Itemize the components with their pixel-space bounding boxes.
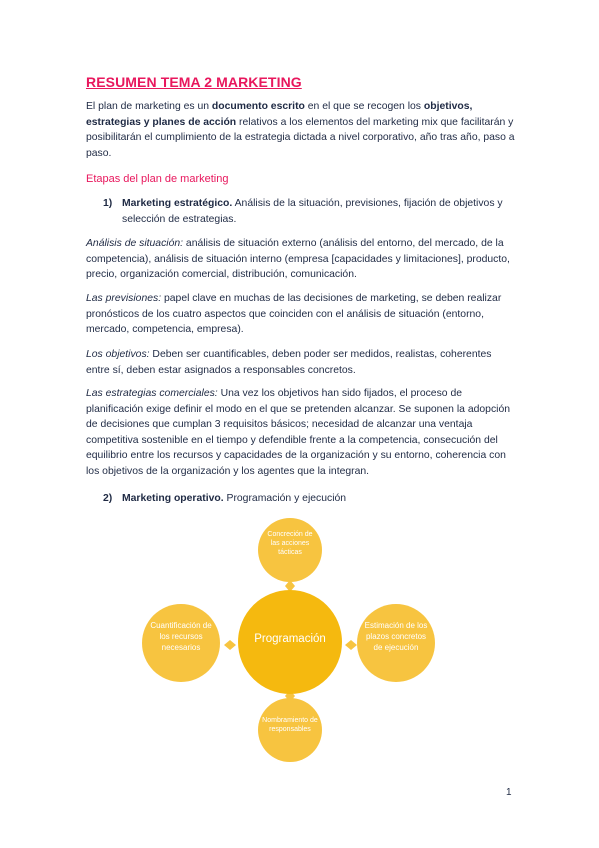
previsiones-text: papel clave en muchas de las decisiones de marketing, se deben realizar pronósticos de los cuatro aspectos que coinciden con el análisis de situación (entorno, mercado, competencia, empresa). bbox=[86, 293, 502, 335]
intro-text-2: en el que se recogen los bbox=[304, 101, 424, 112]
analisis-text: análisis de situación externo (análisis del entorno, del mercado, de la competencia), análisis de situación interno (empresa [capacidades y limitaciones], producto, precio, organización comercial, distribución, comunicación. bbox=[86, 238, 510, 280]
item-number: 2) bbox=[103, 493, 113, 504]
estrategias-label: Las estrategias comerciales: bbox=[86, 388, 218, 399]
objetivos-label: Los objetivos: bbox=[86, 349, 150, 360]
center-label: Programación bbox=[254, 633, 326, 645]
left-label: Cuantificación de los recursos necesarios bbox=[150, 621, 212, 652]
top-label: Concreción de las acciones tácticas bbox=[267, 531, 313, 556]
previsiones-label: Las previsiones: bbox=[86, 293, 162, 304]
page-number: 1 bbox=[506, 787, 512, 798]
intro-bold-1: documento escrito bbox=[211, 101, 305, 112]
item-text: Análisis de la situación, previsiones, fijación de objetivos y selección de estrategias. bbox=[122, 198, 503, 225]
section-heading: Etapas del plan de marketing bbox=[86, 173, 229, 185]
objetivos-text: Deben ser cuantificables, deben poder ser medidos, realistas, coherentes entre sí, deben estar asignados a responsables concretos. bbox=[86, 349, 492, 376]
bottom-label: Nombramiento de responsables bbox=[262, 717, 318, 733]
connector-left bbox=[224, 640, 236, 650]
page-title: RESUMEN TEMA 2 MARKETING bbox=[86, 74, 302, 90]
item-number: 1) bbox=[103, 198, 113, 209]
item-bold-label: Marketing estratégico. bbox=[122, 198, 233, 209]
item-text: Programación y ejecución bbox=[223, 493, 347, 504]
intro-text-3: relativos a los elementos del marketing mix que facilitarán y posibilitarán el cumplimiento de la estrategia dictada a nivel corporativo, año tras año, paso a paso. bbox=[86, 116, 515, 159]
intro-bold-2: objetivos, estrategias y planes de acción bbox=[86, 101, 473, 128]
estrategias-text: Una vez los objetivos han sido fijados, el proceso de planificación exige definir el modo en el que se pretenden alcanzar. Se suponen la adopción de decisiones que cumplan 3 requisitos básicos; necesidad de alcanzar una ventaja competitiva sostenible en el tiempo y defendible frente a la competencia, consecución del equilibrio entre los recursos y capacidades de la organización y su entorno, coherencia con los objetivos de la organización y los agentes que la integran. bbox=[86, 388, 511, 477]
item-bold-label: Marketing operativo. bbox=[122, 493, 224, 504]
intro-text-1: El plan de marketing es un bbox=[86, 101, 212, 112]
connector-right bbox=[345, 640, 357, 650]
right-label: Estimación de los plazos concretos de ejecución bbox=[364, 621, 428, 652]
analisis-label: Análisis de situación: bbox=[86, 238, 184, 249]
